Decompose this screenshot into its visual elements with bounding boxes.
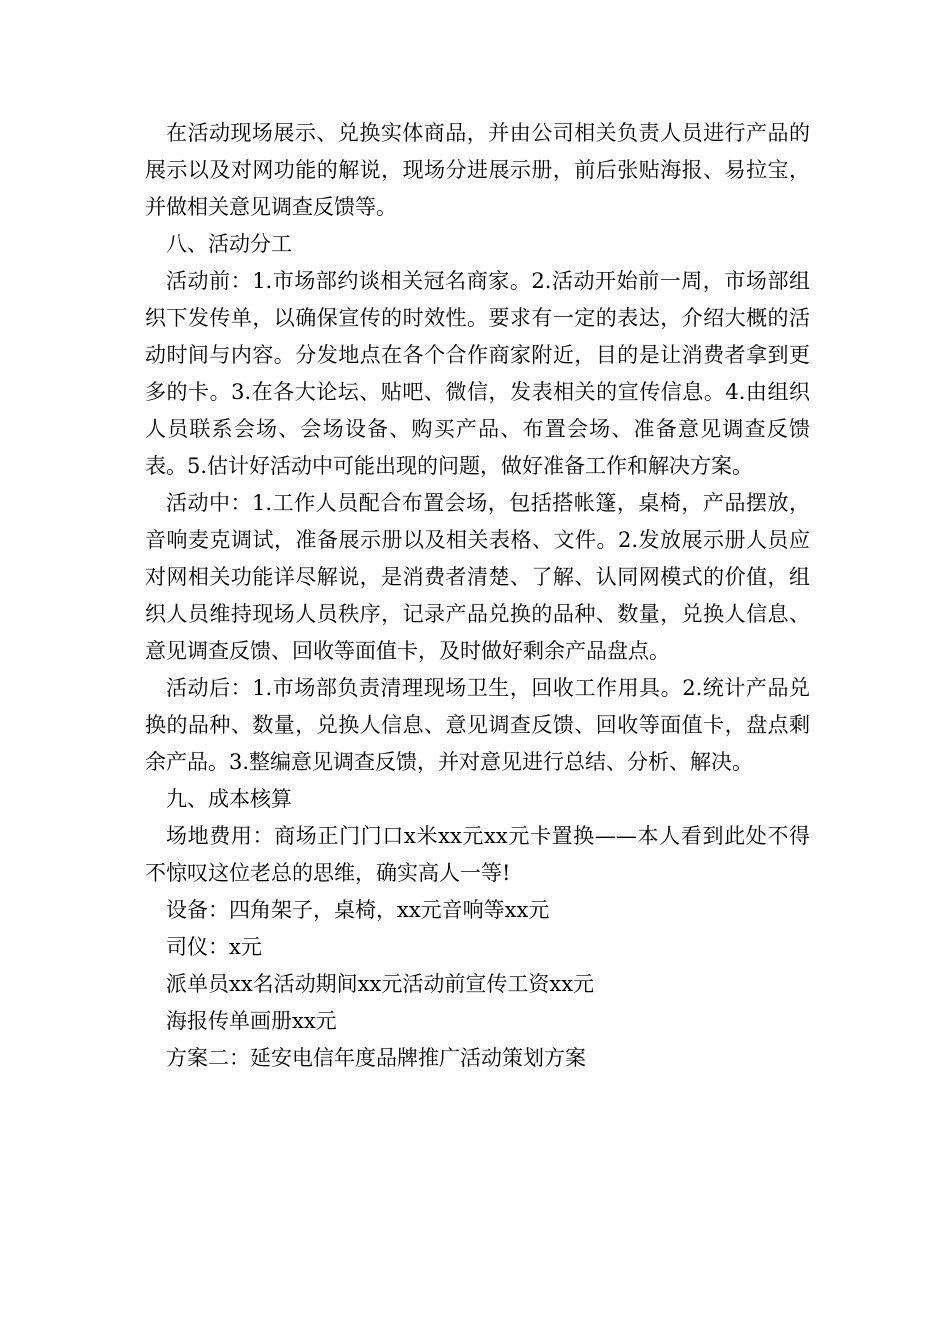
document-body <box>145 115 810 1077</box>
paragraph-during-activity: 活动中：1.工作人员配合布置会场，包括搭帐篷，桌椅，产品摆放，音响麦克调试，准备展示册以及相关表格、文件。2.发放展示册人员应对网相关功能详尽解说，是消费者清楚、了解、认同网模式的价值，组织人员维持现场人员秩序，记录产品兑换的品种、数量，兑换人信息、意见调查反馈、回收等面值卡，及时做好剩余产品盘点。 <box>145 491 810 663</box>
paragraph-before-activity: 活动前：1.市场部约谈相关冠名商家。2.活动开始前一周，市场部组织下发传单，以确保宣传的时效性。要求有一定的表达，介绍大概的活动时间与内容。分发地点在各个合作商家附近，目的是让消费者拿到更多的卡。3.在各大论坛、贴吧、微信，发表相关的宣传信息。4.由组织人员联系会场、会场设备、购买产品、布置会场、准备意见调查反馈表。5.估计好活动中可能出现的问题，做好准备工作和解决方案。 <box>145 269 810 478</box>
paragraph-after-activity: 活动后：1.市场部负责清理现场卫生，回收工作用具。2.统计产品兑换的品种、数量，兑换人信息、意见调查反馈、回收等面值卡，盘点剩余产品。3.整编意见调查反馈，并对意见进行总结、分析、解决。 <box>145 676 810 774</box>
paragraph-equipment-cost: 设备：四角架子，桌椅，xx元音响等xx元 <box>166 898 550 922</box>
paragraph-plan-two-title: 方案二：延安电信年度品牌推广活动策划方案 <box>166 1046 586 1070</box>
paragraph-display-exchange: 在活动现场展示、兑换实体商品，并由公司相关负责人员进行产品的展示以及对网功能的解说，现场分进展示册，前后张贴海报、易拉宝，并做相关意见调查反馈等。 <box>145 121 810 219</box>
paragraph-host-cost: 司仪：x元 <box>166 935 262 959</box>
paragraph-venue-cost: 场地费用：商场正门门口x米xx元xx元卡置换——本人看到此处不得不惊叹这位老总的思维，确实高人一等! <box>145 824 810 885</box>
heading-cost-accounting: 九、成本核算 <box>166 787 292 811</box>
paragraph-flyer-staff-cost: 派单员xx名活动期间xx元活动前宣传工资xx元 <box>166 972 595 996</box>
heading-activity-division: 八、活动分工 <box>166 232 292 256</box>
paragraph-print-cost: 海报传单画册xx元 <box>166 1009 337 1033</box>
